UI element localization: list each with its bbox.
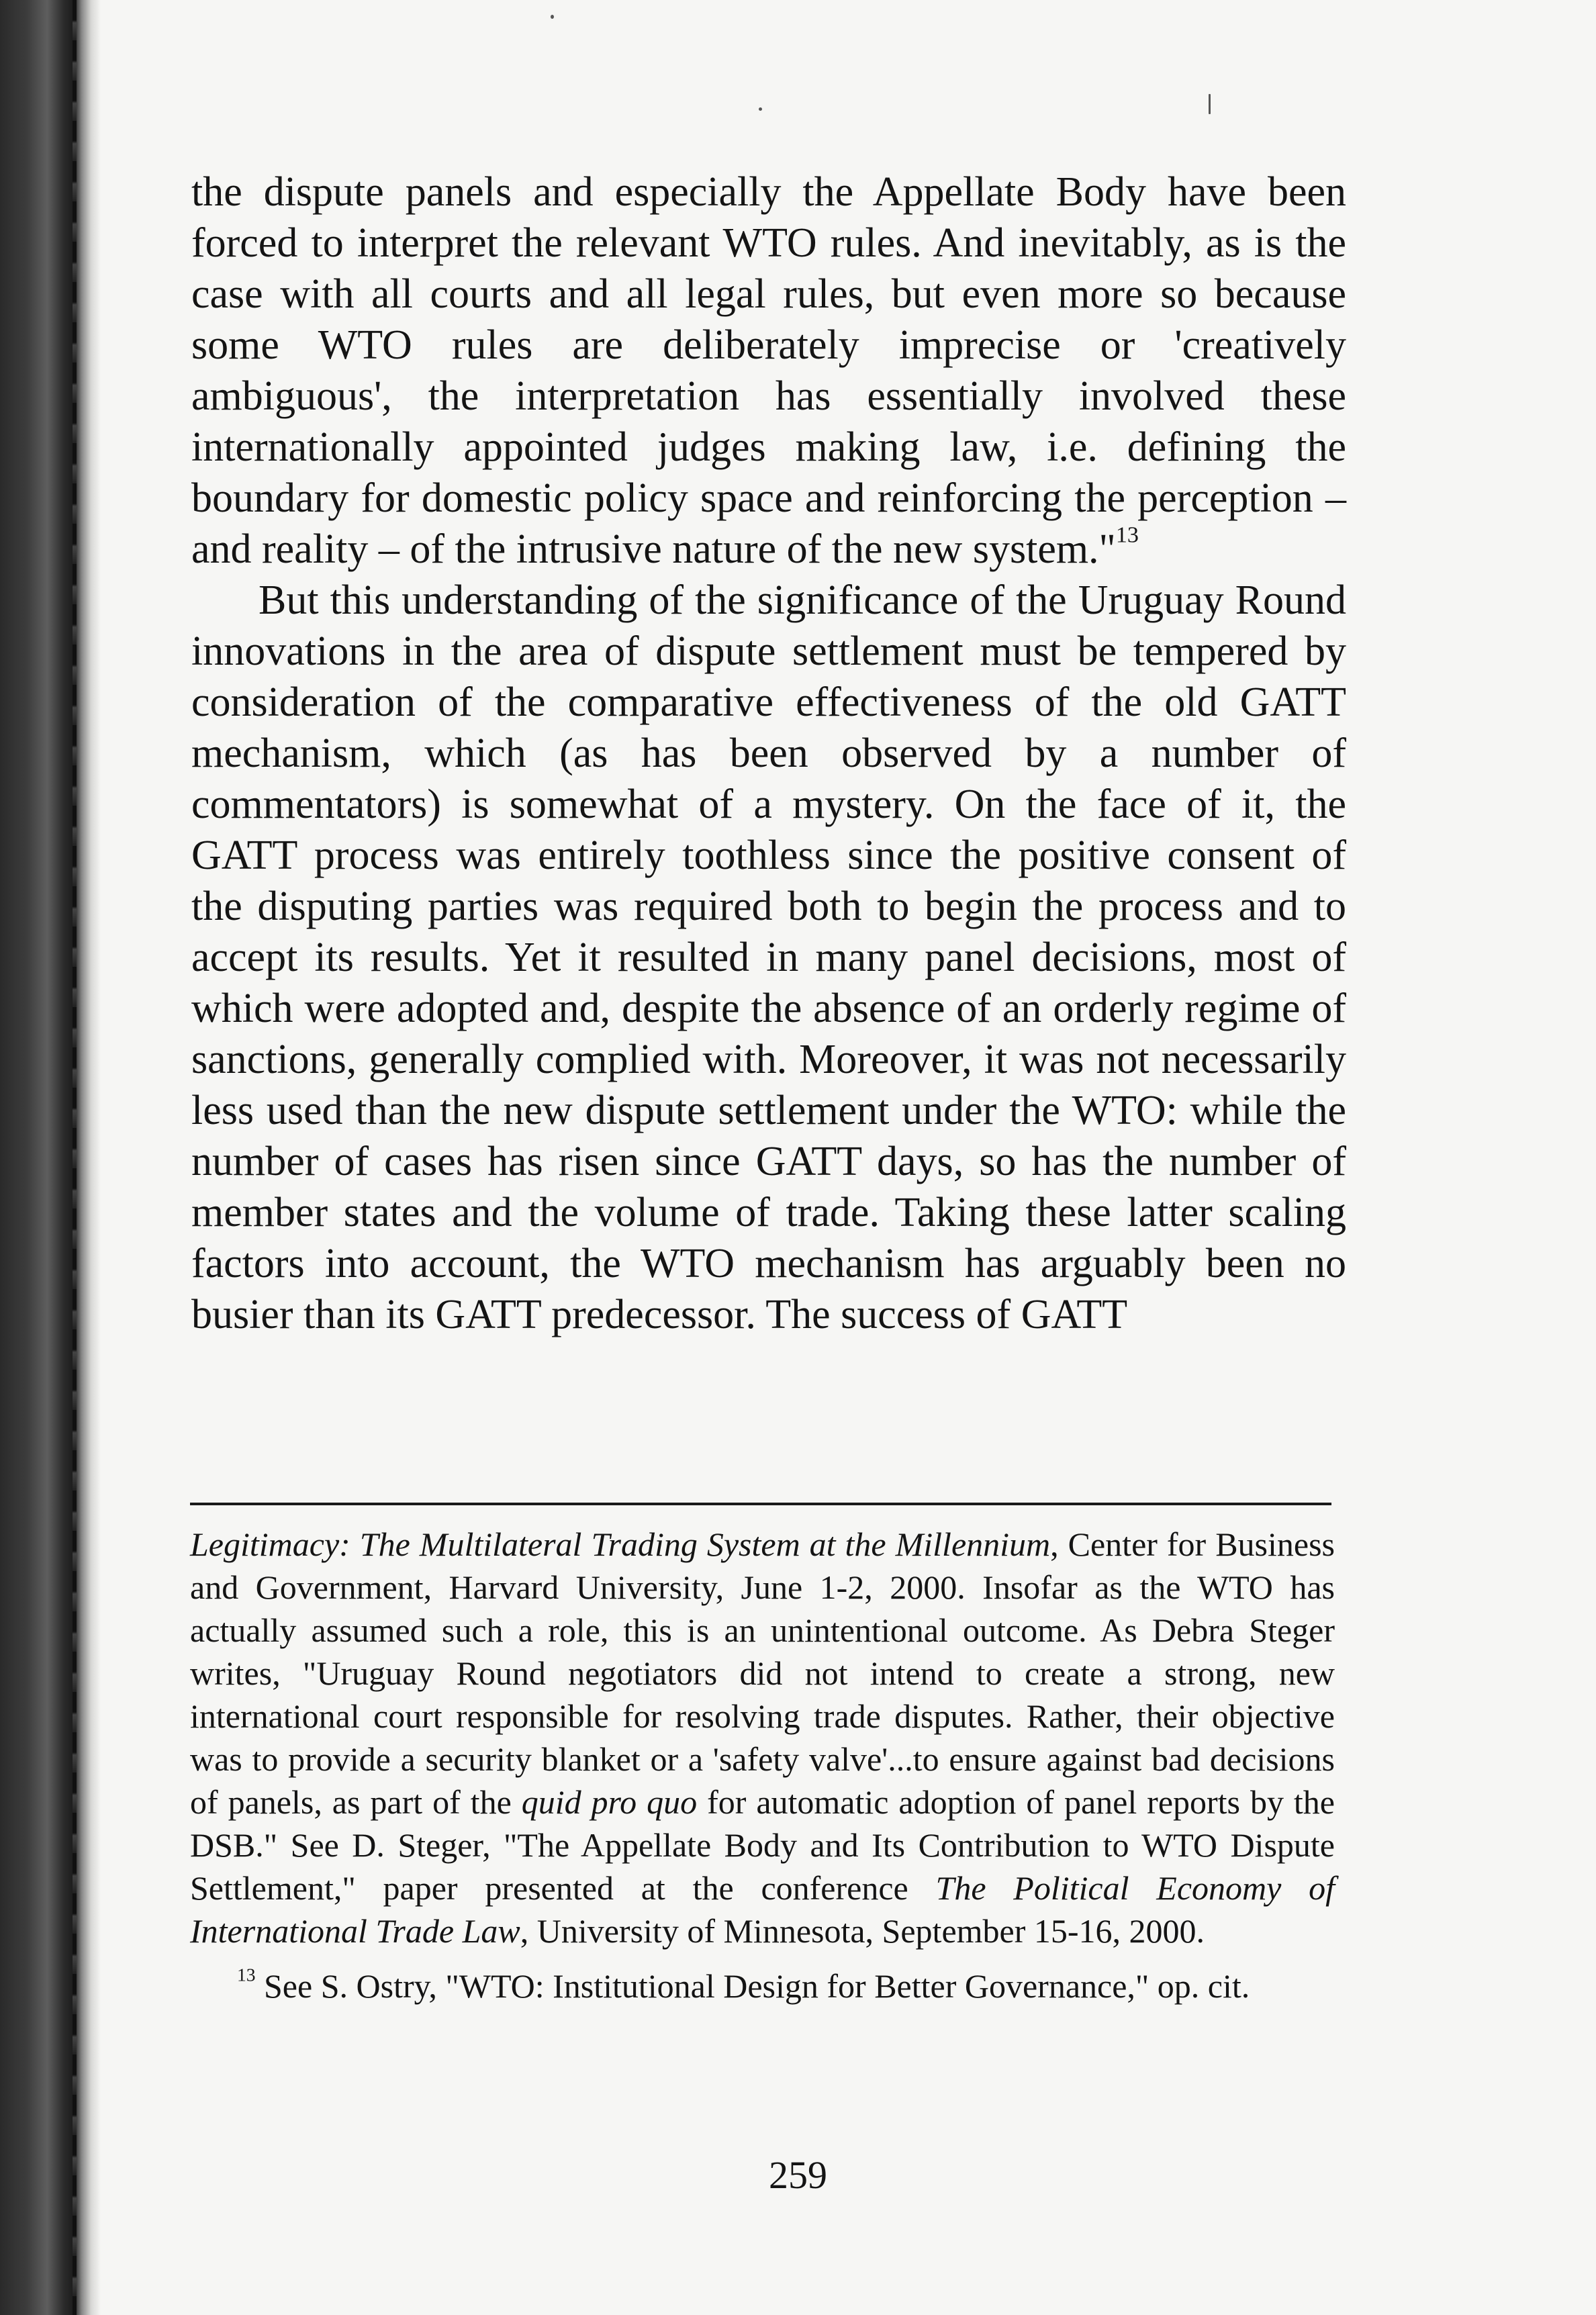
binding-edge: [73, 0, 77, 2315]
paragraph-text: the dispute panels and especially the Appellate Body have been forced to interpret the relevant WTO rules. And inevitably, as is the case with all courts and all legal rules, but even more so because some WTO rules are deliberately imprecise or 'creatively ambiguous', the interpretation has essentially involved these internationally appointed judges making law, i.e. defining the boundary for domestic policy space and reinforcing the perception – and reality – of the intrusive nature of the new system.": [191, 169, 1346, 572]
footnote-continued: [190, 1523, 1335, 1952]
footnotes: [190, 1523, 1335, 2007]
scan-speck: [1209, 94, 1211, 114]
main-text: [191, 167, 1346, 1340]
footnote-text: See S. Ostry, "WTO: Institutional Design for Better Governance," op. cit.: [255, 1967, 1250, 2005]
page-number: 259: [769, 2153, 827, 2197]
scan-speck: [551, 15, 554, 19]
paragraph: [191, 167, 1346, 575]
scan-speck: [759, 107, 762, 111]
footnote-italic-title: Legitimacy: The Multilateral Trading System at the Millennium: [190, 1525, 1051, 1563]
footnote-reference: 13: [1115, 522, 1139, 548]
book-binding-shadow: [0, 0, 101, 2315]
footnote-13: [190, 1965, 1335, 2007]
footnote-number: 13: [237, 1964, 256, 1985]
footnote-italic-phrase: quid pro quo: [521, 1783, 698, 1821]
footnote-text: for automatic adoption of panel reports by the DSB." See D. Steger, "The Appellate Body and Its Contribution to WTO Dispute Settlement," paper presented at the conference: [190, 1783, 1335, 1907]
footnote-text: , University of Minnesota, September 15-16, 2000.: [520, 1912, 1205, 1950]
footnote-divider: [190, 1503, 1331, 1505]
paragraph: But this understanding of the significance of the Uruguay Round innovations in the area of dispute settlement must be tempered by consideration of the comparative effectiveness of the old GATT mechanism, which (as has been observed by a number of commentators) is somewhat of a mystery. On the face of it, the GATT process was entirely toothless since the positive consent of the disputing parties was required both to begin the process and to accept its results. Yet it resulted in many panel decisions, most of which were adopted and, despite the absence of an orderly regime of sanctions, generally complied with. Moreover, it was not necessarily less used than the new dispute settlement under the WTO: while the number of cases has risen since GATT days, so has the number of member states and the volume of trade. Taking these latter scaling factors into account, the WTO mechanism has arguably been no busier than its GATT predecessor. The success of GATT: [191, 577, 1346, 1337]
footnote-italic-conference: The Political Economy of International Trade Law: [190, 1869, 1335, 1950]
footnote-text: , Center for Business and Government, Harvard University, June 1-2, 2000. Insofar as the WTO has actually assumed such a role, this is an unintentional outcome. As Debra Steger writes, "Uruguay Round negotiators did not intend to create a strong, new international court responsible for resolving trade disputes. Rather, their objective was to provide a security blanket or a 'safety valve'...to ensure against bad decisions of panels, as part of the: [190, 1525, 1335, 1821]
